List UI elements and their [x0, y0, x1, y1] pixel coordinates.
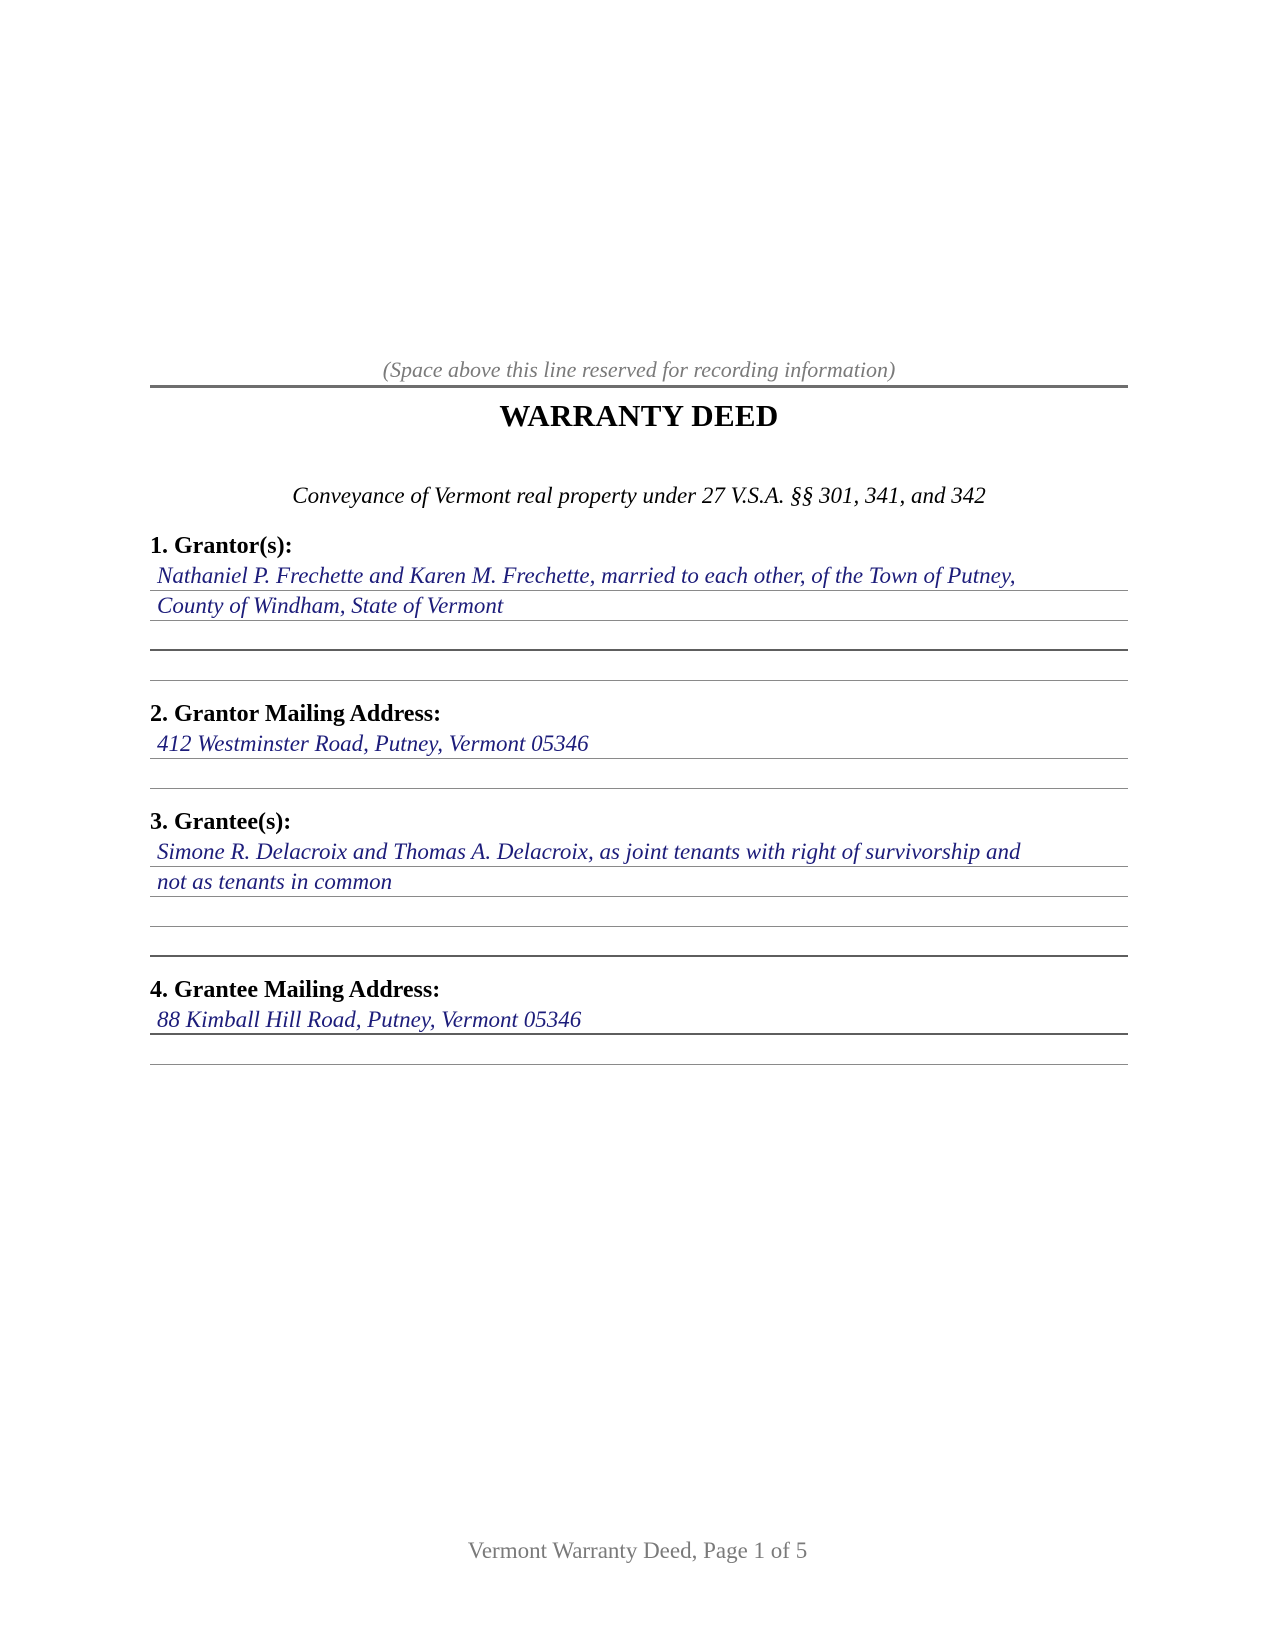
- recording-reserved-note: (Space above this line reserved for recording information): [382, 357, 896, 382]
- grantee-address-label: 4. Grantee Mailing Address:: [150, 977, 441, 1003]
- grantor-address-line-2[interactable]: [150, 759, 1128, 789]
- document-subtitle: Conveyance of Vermont real property under 27 V.S.A. §§ 301, 341, and 342: [292, 483, 986, 508]
- page-footer: Vermont Warranty Deed, Page 1 of 5: [467, 1538, 808, 1563]
- grantor-address-line-1[interactable]: 412 Westminster Road, Putney, Vermont 05346: [150, 729, 1128, 759]
- grantor-line-3[interactable]: [150, 621, 1128, 651]
- grantee-address-line-1[interactable]: 88 Kimball Hill Road, Putney, Vermont 05346: [150, 1005, 1128, 1035]
- grantee-section: [150, 807, 1128, 957]
- grantor-address-section: [150, 699, 1128, 789]
- grantor-section: [150, 531, 1128, 681]
- grantee-line-4[interactable]: [150, 927, 1128, 957]
- grantee-line-1[interactable]: Simone R. Delacroix and Thomas A. Delacroix, as joint tenants with right of survivorship and: [150, 837, 1128, 867]
- grantor-label: 1. Grantor(s):: [150, 533, 293, 559]
- document-title: WARRANTY DEED: [499, 398, 779, 433]
- grantee-line-2[interactable]: not as tenants in common: [150, 867, 1128, 897]
- deed-content: [150, 355, 1128, 1065]
- grantee-line-3[interactable]: [150, 897, 1128, 927]
- grantor-line-2[interactable]: County of Windham, State of Vermont: [150, 591, 1128, 621]
- grantor-address-label: 2. Grantor Mailing Address:: [150, 701, 442, 727]
- grantor-line-4[interactable]: [150, 651, 1128, 681]
- recording-reserved-rule: [150, 385, 1128, 388]
- grantee-address-section: [150, 975, 1128, 1065]
- grantor-line-1[interactable]: Nathaniel P. Frechette and Karen M. Frechette, married to each other, of the Town of Putney,: [150, 561, 1128, 591]
- grantee-label: 3. Grantee(s):: [150, 809, 292, 835]
- grantee-address-line-2[interactable]: [150, 1035, 1128, 1065]
